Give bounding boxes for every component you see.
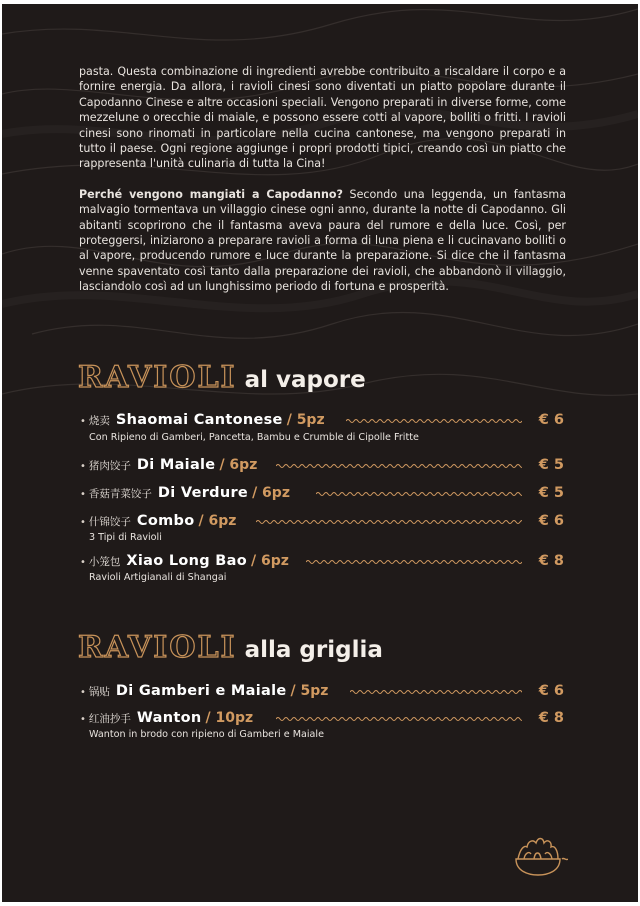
menu-item-verdure: [80, 485, 564, 503]
portion: / 10pz: [205, 710, 254, 726]
section-title-vapore: [78, 360, 366, 395]
wave-divider-icon: [276, 714, 522, 724]
wave-line: [276, 718, 522, 721]
chinese-name: 香菇青菜饺子: [88, 488, 152, 500]
dish-description: Con Ripieno di Gamberi, Pancetta, Bambu e Crumble di Cipolle Fritte: [89, 432, 419, 443]
dish-name: Wanton: [136, 710, 202, 726]
price: € 5: [538, 485, 564, 501]
chinese-name: 猪肉饺子: [88, 460, 131, 472]
dish-name: Combo: [136, 513, 195, 529]
bullet: •: [80, 687, 86, 698]
menu-item-shaomai: [80, 412, 564, 430]
menu-item-wanton: [80, 710, 564, 728]
section-title-ravioli: RAVIOLI: [78, 360, 237, 395]
section-title-ravioli: RAVIOLI: [78, 630, 237, 665]
bullet: •: [80, 461, 86, 472]
chinese-name: 红油抄手: [88, 713, 131, 725]
portion: / 5pz: [290, 683, 329, 699]
portion: / 6pz: [198, 513, 237, 529]
wave-line: [316, 493, 522, 496]
wave-divider-icon: [276, 461, 522, 471]
portion: / 6pz: [251, 553, 289, 569]
dish-name: Di Verdure: [157, 485, 249, 501]
menu-item-xiao-long-bao: [80, 553, 564, 571]
intro-text: [79, 64, 566, 310]
wave-divider-icon: [346, 416, 522, 426]
price: € 8: [538, 710, 564, 726]
bullet: •: [80, 517, 86, 528]
chinese-name: 什锦饺子: [88, 516, 131, 528]
legend-paragraph: [79, 187, 566, 295]
portion: / 6pz: [252, 485, 290, 501]
dish-description: Wanton in brodo con ripieno di Gamberi e Maiale: [89, 729, 324, 740]
price: € 6: [538, 513, 564, 529]
section-subtitle: al vapore: [244, 367, 366, 393]
wave-divider-icon: [316, 489, 522, 499]
wave-line: [346, 420, 522, 423]
dish-description: Ravioli Artigianali di Shangai: [89, 572, 227, 583]
section-title-griglia: [78, 630, 383, 665]
wave-divider-icon: [256, 517, 522, 527]
menu-item-gamberi-maiale: [80, 683, 564, 701]
dish-description: 3 Tipi di Ravioli: [89, 532, 162, 543]
chinese-name: 锅贴: [88, 686, 110, 698]
dish-name: Xiao Long Bao: [126, 553, 247, 569]
portion: / 6pz: [219, 457, 258, 473]
bullet: •: [80, 557, 86, 568]
menu-item-maiale: [80, 457, 564, 475]
menu-item-combo: [80, 513, 564, 531]
bullet: •: [80, 714, 86, 725]
bullet: •: [80, 489, 86, 500]
dumpling-logo-icon: [510, 829, 568, 879]
price: € 8: [538, 553, 564, 569]
wave-divider-icon: [306, 557, 522, 567]
intro-paragraph: pasta. Questa combinazione di ingredienti avrebbe contribuito a riscaldare il corpo e a fornire energia. Da allora, i ravioli cinesi sono diventati un piatto popolare durante il Capodanno Cinese e altre occasioni speciali. Vengono preparati in diverse forme, come mezzelune o orecchie di maiale, e possono essere cotti al vapore, bolliti o fritti. I ravioli cinesi sono rinomati in particolare nella cucina cantonese, ma vengono preparati in tutto il paese. Ogni regione aggiunge i propri prodotti tipici, creando così un piatto che rappresenta l'unità culinaria di tutta la Cina!: [79, 65, 566, 171]
wave-divider-icon: [350, 687, 522, 697]
legend-text: Secondo una leggenda, un fantasma malvagio tormentava un villaggio cinese ogni anno, durante la notte di Capodanno. Gli abitanti scoprirono che il fantasma aveva paura del rumore e della luce. Così, per proteggersi, iniziarono a preparare ravioli a forma di luna piena e li cucinavano bolliti o al vapore, producendo rumore e luce durante la preparazione. Si dice che il fantasma venne spaventato così tanto dalla preparazione dei ravioli, che abbandonò il villaggio, lasciandolo così ad un lunghissimo periodo di fortuna e prosperità.: [79, 187, 566, 294]
section-subtitle: alla griglia: [244, 637, 383, 663]
bullet: •: [80, 416, 86, 427]
wave-line: [276, 465, 522, 468]
price: € 6: [538, 683, 564, 699]
price: € 6: [538, 412, 564, 428]
chinese-name: 烧卖: [88, 415, 110, 427]
wave-line: [350, 691, 522, 694]
legend-question: Perché vengono mangiati a Capodanno?: [79, 187, 343, 201]
price: € 5: [538, 457, 564, 473]
wave-line: [256, 521, 522, 524]
chinese-name: 小笼包: [88, 556, 121, 568]
portion: / 5pz: [286, 412, 325, 428]
dish-name: Di Gamberi e Maiale: [115, 683, 287, 699]
dish-name: Di Maiale: [136, 457, 216, 473]
wave-line: [306, 561, 522, 564]
dish-name: Shaomai Cantonese: [115, 412, 283, 428]
menu-page: [2, 4, 638, 902]
